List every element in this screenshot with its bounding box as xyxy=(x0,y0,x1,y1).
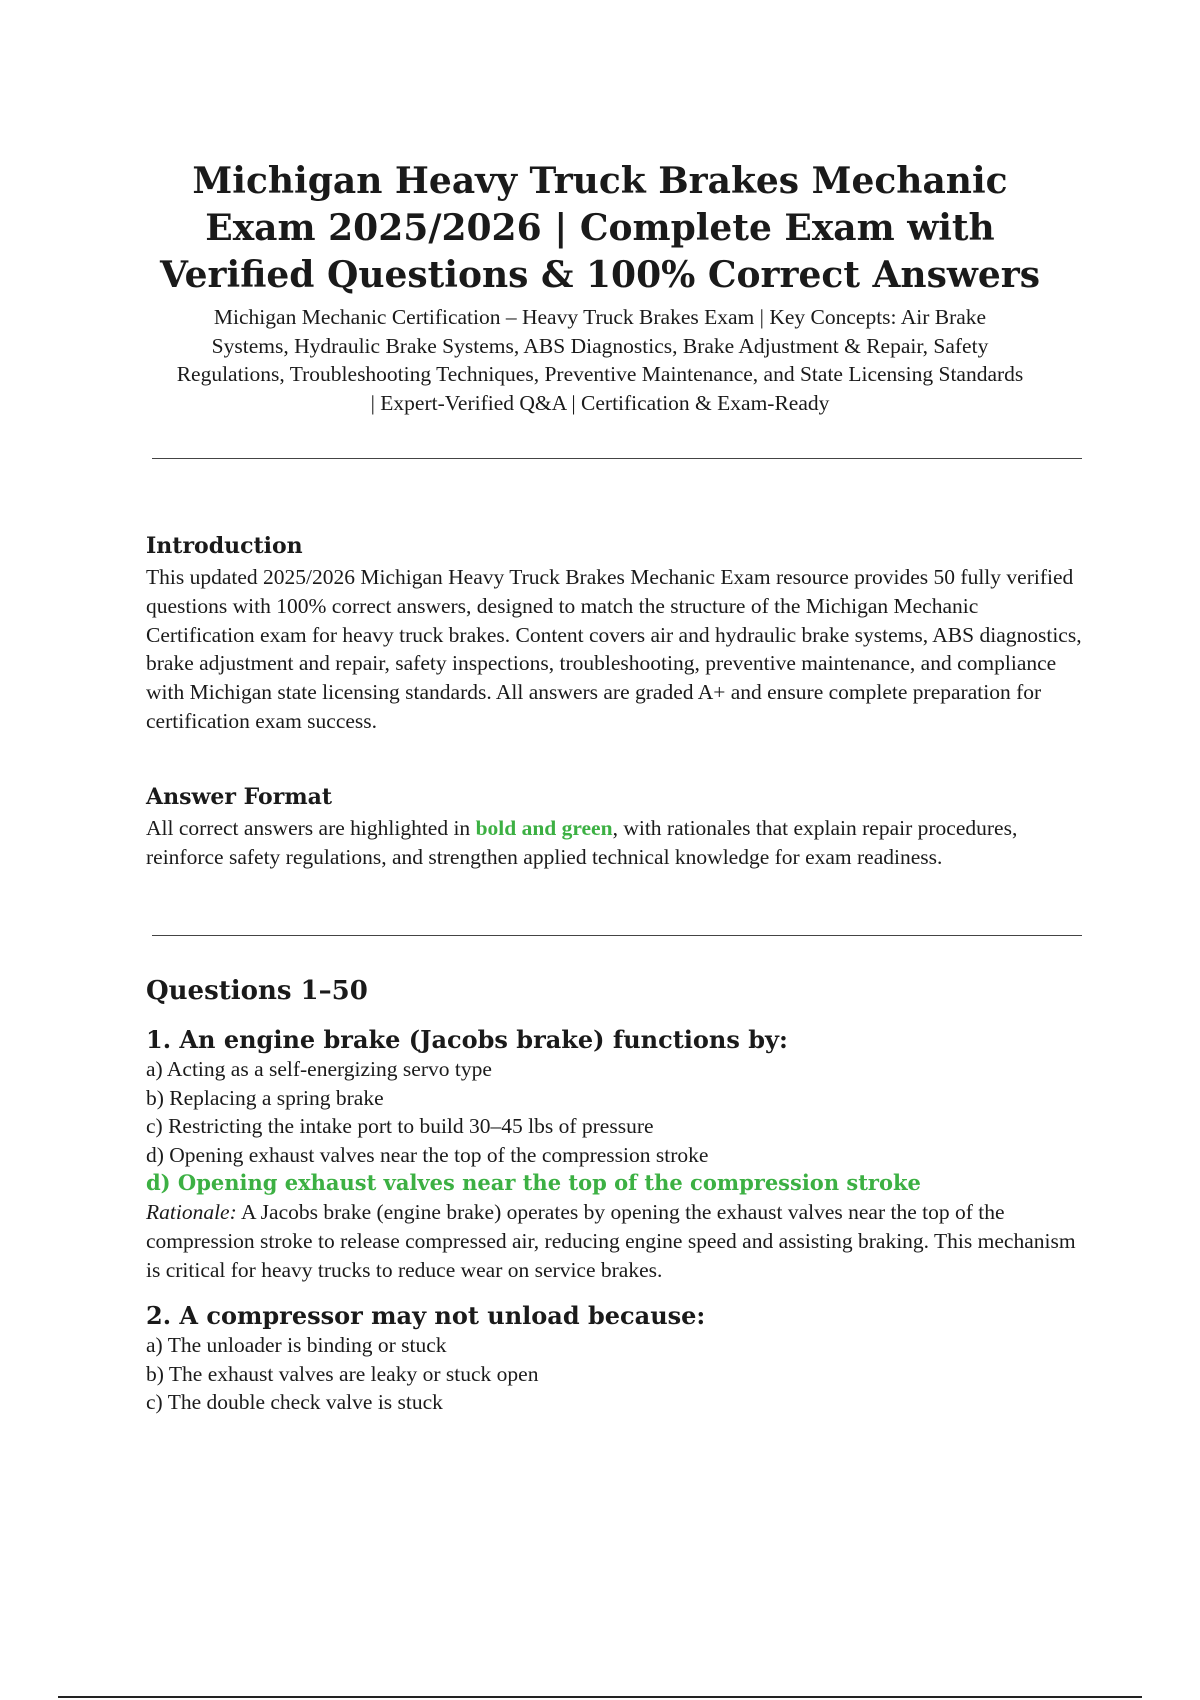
rationale-label: Rationale: xyxy=(146,1199,237,1224)
question-2 xyxy=(146,1301,1090,1417)
question-title: 1. An engine brake (Jacobs brake) functions by: xyxy=(146,1025,788,1054)
document-title: Michigan Heavy Truck Brakes Mechanic Exam 2025/2026 | Complete Exam with Verified Questions & 100% Correct Answers xyxy=(160,160,1040,296)
answer-format-section xyxy=(146,783,1090,872)
divider xyxy=(152,935,1082,936)
question-option: c) The double check valve is stuck xyxy=(146,1390,443,1415)
answer-format-heading: Answer Format xyxy=(146,784,333,810)
question-option: d) Opening exhaust valves near the top of the compression stroke xyxy=(146,1142,709,1167)
question-option: c) Restricting the intake port to build 30–45 lbs of pressure xyxy=(146,1114,654,1139)
questions-section xyxy=(146,975,1090,1417)
correct-answer: d) Opening exhaust valves near the top of the compression stroke xyxy=(146,1170,921,1196)
answer-format-text: All correct answers are highlighted in xyxy=(146,816,476,840)
question-option: b) Replacing a spring brake xyxy=(146,1085,384,1110)
question-option: a) The unloader is binding or stuck xyxy=(146,1332,447,1357)
divider xyxy=(152,458,1082,459)
question-1 xyxy=(146,1025,1090,1285)
rationale-text: A Jacobs brake (engine brake) operates by opening the exhaust valves near the top of the compression stroke to release compressed air, reducing engine speed and assisting braking. This mechanism is critical for heavy trucks to reduce wear on service brakes. xyxy=(146,1199,1076,1282)
question-option: b) The exhaust valves are leaky or stuck open xyxy=(146,1361,539,1386)
question-option: a) Acting as a self-energizing servo type xyxy=(146,1057,492,1081)
introduction-body: This updated 2025/2026 Michigan Heavy Truck Brakes Mechanic Exam resource provides 50 fully verified questions with 100% correct answers, designed to match the structure of the Michigan Mechanic Certification exam for heavy truck brakes. Content covers air and hydraulic brake systems, ABS diagnostics, brake adjustment and repair, safety inspections, troubleshooting, preventive maintenance, and compliance with Michigan state licensing standards. All answers are graded A+ and ensure complete preparation for certification exam success. xyxy=(146,565,1082,733)
answer-format-text-after: , with rationales that explain repair procedures, reinforce safety regulations, and strengthen applied technical knowledge for exam readiness. xyxy=(146,816,1018,869)
rationale xyxy=(146,1198,1090,1285)
questions-heading: Questions 1–50 xyxy=(146,976,368,1006)
answer-format-highlight: bold and green xyxy=(475,816,613,840)
introduction-section xyxy=(146,532,1090,736)
question-title: 2. A compressor may not unload because: xyxy=(146,1300,706,1330)
introduction-heading: Introduction xyxy=(146,533,303,559)
answer-format-body xyxy=(146,814,1090,872)
document-subtitle: Michigan Mechanic Certification – Heavy Truck Brakes Exam | Key Concepts: Air Brake Systems, Hydraulic Brake Systems, ABS Diagnostics, Brake Adjustment & Repair, Safety Regulations, Troubleshooting Techniques, Preventive Maintenance, and State Licensing Standards | Expert-Verified Q&A | Certification & Exam-Ready xyxy=(176,305,1024,415)
page-bottom-rule xyxy=(58,1696,1142,1698)
